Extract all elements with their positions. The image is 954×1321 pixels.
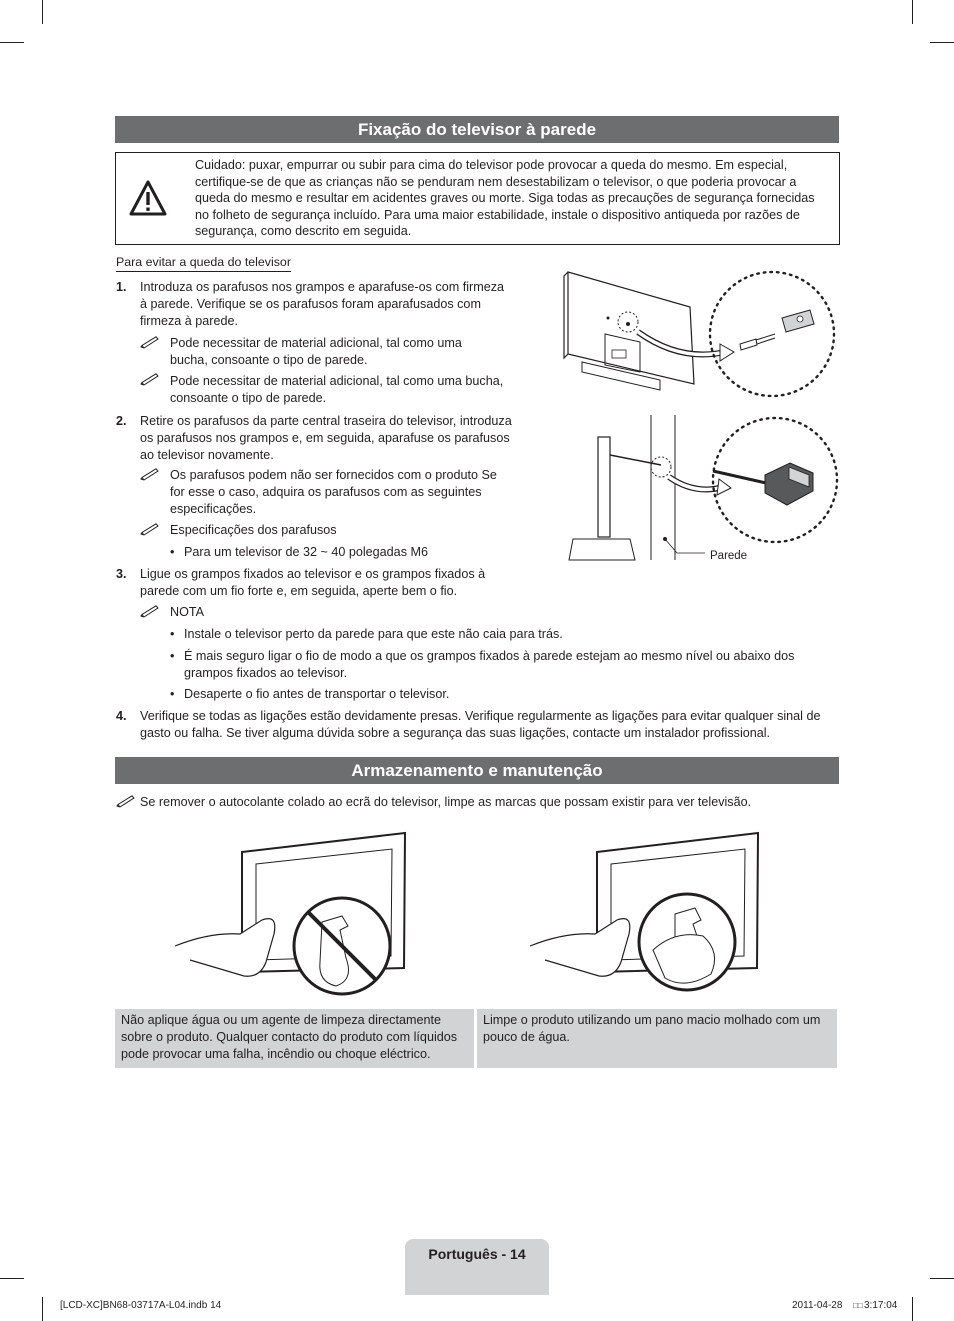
step-text: Introduza os parafusos nos grampos e aparafuse-os com firmeza à parede. Verifique se os parafusos foram aparafusados com firmeza à parede. (140, 280, 505, 328)
step-number: 4. (116, 709, 127, 723)
crop-mark (912, 1297, 913, 1321)
note-pencil-icon (140, 468, 160, 481)
footer-mark: □□ (853, 1301, 863, 1310)
note-pencil-icon (140, 373, 160, 386)
side-view-illustration (565, 415, 845, 565)
step-note: Os parafusos podem não ser fornecidos com o produto Se for esse o caso, adquira os parafusos com as seguintes especificações. (170, 468, 497, 516)
section-title-storage: Armazenamento e manutenção (115, 757, 839, 784)
step-text: Verifique se todas as ligações estão devidamente presas. Verifique regularmente as ligações para evitar qualquer sinal de gasto ou falha. Se tiver alguma dúvida sobre a segurança das suas ligações, contacte um instalador profissional. (140, 709, 821, 740)
step-note: NOTA (170, 605, 205, 619)
section-title-wall: Fixação do televisor à parede (115, 116, 839, 143)
bullet-dot: • (170, 649, 175, 663)
step-text: Ligue os grampos fixados ao televisor e os grampos fixados à parede com um fio forte e, em seguida, aperte bem o fio. (140, 567, 486, 598)
footer-date: 2011-04-28 (792, 1300, 843, 1311)
damp-cloth-illustration (525, 830, 770, 1000)
note-pencil-icon (140, 523, 160, 536)
nota-bullet: Instale o televisor perto da parede para que este não caia para trás. (184, 627, 563, 641)
wall-bracket-illustration (560, 262, 842, 417)
crop-mark (0, 1278, 24, 1279)
bullet-dot: • (170, 545, 175, 559)
no-spray-illustration (170, 830, 415, 1000)
crop-mark (930, 1278, 954, 1279)
step-text: Retire os parafusos da parte central traseira do televisor, introduza os parafusos nos grampos e, em seguida, aparafuse os parafusos ao televisor novamente. (140, 414, 512, 462)
footer-file: [LCD-XC]BN68-03717A-L04.indb 14 (60, 1300, 222, 1311)
caution-box (115, 152, 840, 245)
note-pencil-icon (140, 605, 160, 618)
storage-note: Se remover o autocolante colado ao ecrã do televisor, limpe as marcas que possam existir para ver televisão. (140, 795, 752, 809)
nota-bullet: É mais seguro ligar o fio de modo a que os grampos fixados à parede estejam ao mesmo nível ou abaixo dos grampos fixados ao televisor. (184, 649, 795, 680)
caption-warning: Não aplique água ou um agente de limpeza directamente sobre o produto. Qualquer contacto do produto com líquidos pode provocar uma falha, incêndio ou choque eléctrico. (115, 1009, 474, 1068)
bullet-dot: • (170, 627, 175, 641)
crop-mark (930, 42, 954, 43)
bullet-dot: • (170, 687, 175, 701)
step-number: 2. (116, 414, 127, 428)
note-pencil-icon (140, 336, 160, 349)
wall-label: Parede (710, 550, 748, 562)
note-pencil-icon (116, 795, 136, 808)
crop-mark (42, 1297, 43, 1321)
caution-label: Cuidado (195, 158, 242, 172)
page-number-tab: Português - 14 (405, 1239, 549, 1295)
warning-icon (129, 180, 167, 216)
spec-bullet: Para um televisor de 32 ~ 40 polegadas M6 (184, 545, 428, 559)
crop-mark (42, 0, 43, 24)
caution-text (195, 157, 827, 240)
step-note: Especificações dos parafusos (170, 523, 337, 537)
step-note: Pode necessitar de material adicional, tal como uma bucha, consoante o tipo de parede. (170, 374, 504, 405)
step-number: 3. (116, 567, 127, 581)
step-note: Pode necessitar de material adicional, tal como uma bucha, consoante o tipo de parede. (170, 336, 462, 367)
nota-bullet: Desaperte o fio antes de transportar o televisor. (184, 687, 450, 701)
crop-mark (912, 0, 913, 24)
footer-time: 3:17:04 (864, 1300, 898, 1311)
prevent-fall-heading: Para evitar a queda do televisor (116, 254, 291, 272)
step-number: 1. (116, 280, 127, 294)
caption-recommendation: Limpe o produto utilizando um pano macio molhado com um pouco de água. (477, 1009, 837, 1068)
crop-mark (0, 42, 24, 43)
caution-body: : puxar, empurrar ou subir para cima do televisor pode provocar a queda do mesmo. Em especial, certifique-se de que as crianças não se penduram nem desestabilizam o televisor, o que poderia provocar a queda do mesmo e resultar em acidentes graves ou morte. Siga todas as precauções de segurança fornecidas no folheto de segurança incluído. Para uma maior estabilidade, instale o dispositivo antiqueda por razões de segurança, como descrito em seguida. (195, 158, 815, 239)
